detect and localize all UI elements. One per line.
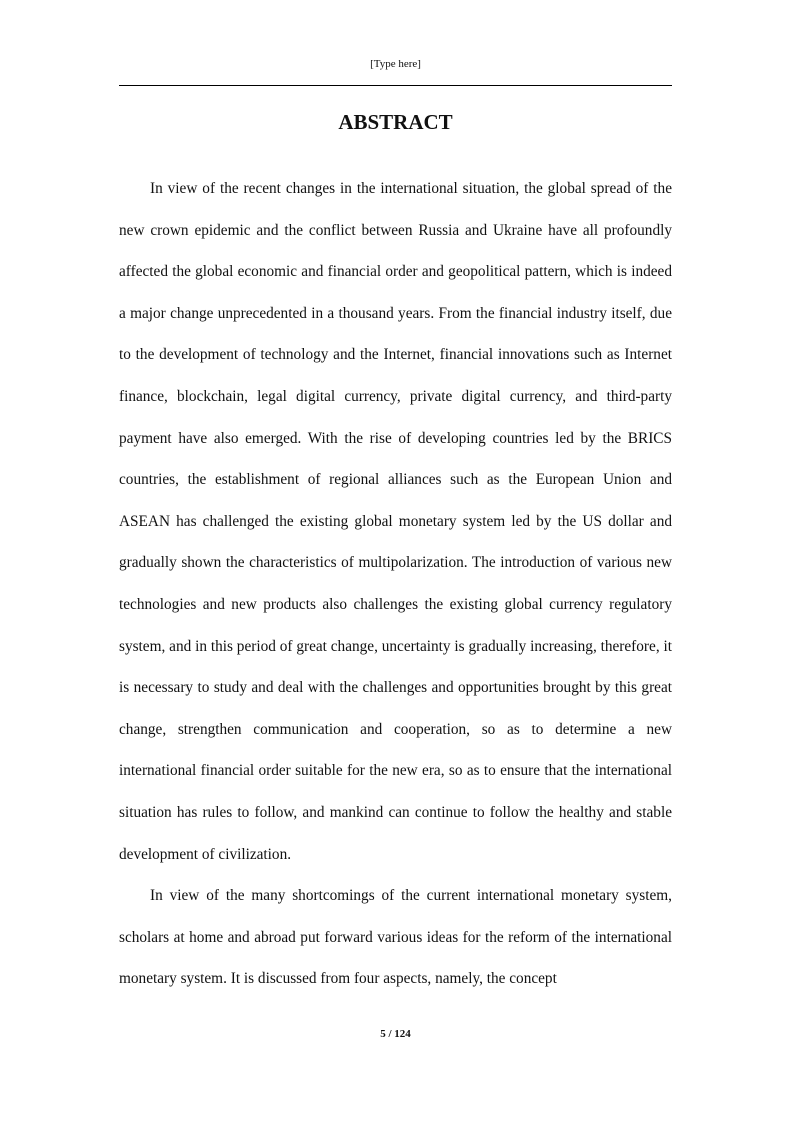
page-header: [Type here] (370, 58, 421, 70)
abstract-paragraph-1: In view of the recent changes in the international situation, the global spread of the new crown epidemic and the conflict between Russia and Ukraine have all profoundly affected the global economic and financial order and geopolitical pattern, which is indeed a major change unprecedented in a thousand years. From the financial industry itself, due to the development of technology and the Internet, financial innovations such as Internet finance, blockchain, legal digital currency, private digital currency, and third-party payment have also emerged. With the rise of developing countries led by the BRICS countries, the establishment of regional alliances such as the European Union and ASEAN has challenged the existing global monetary system led by the US dollar and gradually shown the characteristics of multipolarization. The introduction of various new technologies and new products also challenges the existing global currency regulatory system, and in this period of great change, uncertainty is gradually increasing, therefore, it is necessary to study and deal with the challenges and opportunities brought by this great change, strengthen communication and cooperation, so as to determine a new international financial order suitable for the new era, so as to ensure that the international situation has rules to follow, and mankind can continue to follow the healthy and stable development of civilization. (119, 180, 672, 863)
abstract-title: ABSTRACT (338, 110, 453, 134)
abstract-paragraph-2: In view of the many shortcomings of the current international monetary system, scholars at home and abroad put forward various ideas for the reform of the international monetary system. It is discussed from four aspects, namely, the concept (119, 887, 672, 988)
abstract-body (119, 168, 672, 1000)
page-number: 5 / 124 (380, 1028, 411, 1040)
header-rule (119, 85, 672, 86)
